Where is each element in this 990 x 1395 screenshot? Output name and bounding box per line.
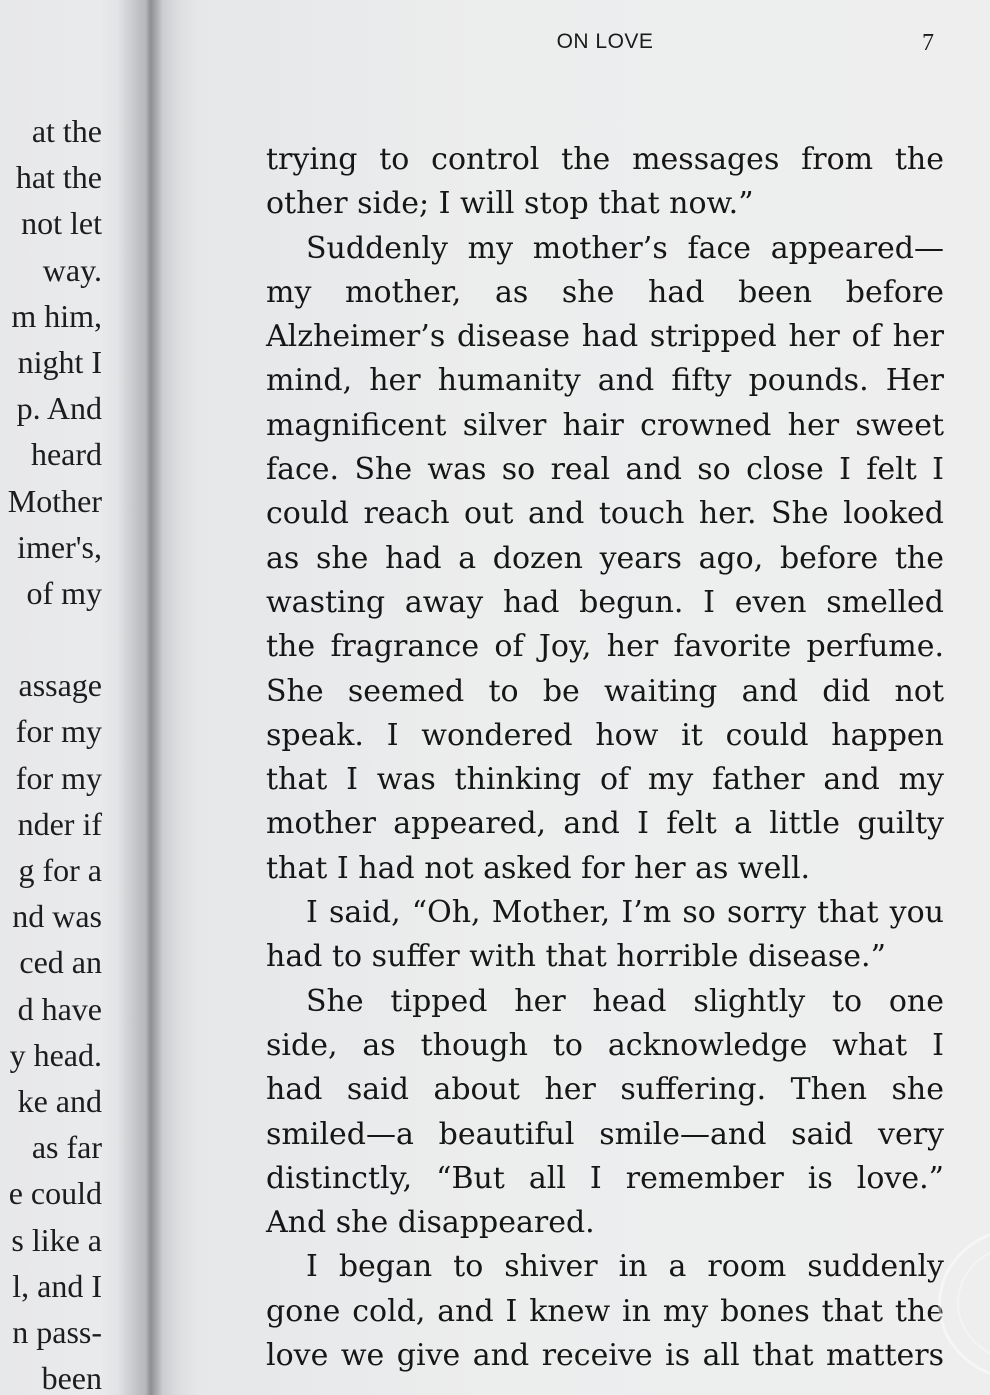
right-page <box>148 0 990 1395</box>
left-page-line: night I <box>17 343 102 380</box>
left-page-line: y head. <box>9 1036 102 1073</box>
body-text-line: And she disappeared. <box>266 1205 595 1241</box>
body-text-line: I said, “Oh, Mother, I’m so sorry that you <box>306 895 944 931</box>
body-text-line: She tipped her head slightly to one <box>306 983 944 1019</box>
body-text-line: trying to control the messages from the <box>266 142 944 177</box>
body-text-line: Alzheimer’s disease had stripped her of her <box>266 319 944 355</box>
left-page-line: g for a <box>18 852 102 888</box>
body-text-line: mother appeared, and I felt a little guilty <box>266 806 944 842</box>
left-page-line: nder if <box>17 805 102 842</box>
body-text-line: had said about her suffering. Then she <box>266 1072 944 1108</box>
left-page-line: of my <box>26 574 102 611</box>
body-text-line: She seemed to be waiting and did not <box>266 673 944 709</box>
left-page-line: heard <box>30 436 102 473</box>
body-text-line: my mother, as she had been before <box>266 274 944 310</box>
body-text-line: wasting away had begun. I even smelled <box>266 584 944 620</box>
body-text-line: Suddenly my mother’s face appeared— <box>306 230 944 266</box>
left-page-line: as far <box>31 1129 102 1166</box>
body-text-line: love we give and receive is all that matters <box>266 1338 944 1374</box>
left-page-line: d have <box>17 990 102 1027</box>
left-page-line: not let <box>21 205 102 242</box>
body-text-line: smiled—a beautiful smile—and said very <box>266 1116 944 1152</box>
left-page-line <box>0 616 102 662</box>
body-text-line: the fragrance of Joy, her favorite perfume. <box>266 629 944 665</box>
body-text-line: face. She was so real and so close I felt I <box>266 452 944 488</box>
left-page-line: l, and I <box>12 1267 102 1304</box>
left-page-line: at the <box>31 113 102 149</box>
body-text-line: distinctly, “But all I remember is love.” <box>266 1160 944 1196</box>
body-text-line: magnificent silver hair crowned her sweet <box>266 407 944 443</box>
body-text-line: speak. I wondered how it could happen <box>266 717 944 753</box>
body-text-line: that I had not asked for her as well. <box>266 850 811 886</box>
left-page-line: m him, <box>11 297 102 334</box>
left-page-line: Mother <box>7 482 102 519</box>
body-text-line: other side; I will stop that now.” <box>266 186 754 222</box>
left-page-text-block <box>0 108 102 1395</box>
body-text-line: mind, her humanity and fifty pounds. Her <box>266 363 944 399</box>
left-page-line: ced an <box>19 944 102 981</box>
body-text-line: that I was thinking of my father and my <box>266 762 944 798</box>
left-page-line: p. And <box>16 390 102 427</box>
body-text-line: side, as though to acknowledge what I <box>266 1027 944 1063</box>
left-page-line: ke and <box>17 1082 102 1119</box>
body-text-block <box>266 138 944 1378</box>
left-page-line: e could <box>8 1175 102 1212</box>
left-page-line: s like a <box>11 1221 102 1258</box>
body-text-line: as she had a dozen years ago, before the <box>266 540 944 576</box>
left-page-line: hat the <box>15 159 102 196</box>
body-text-line: had to suffer with that horrible disease.” <box>266 939 886 975</box>
left-page-line: for my <box>15 713 102 750</box>
left-page-line: assage <box>18 667 102 704</box>
left-page-line: for my <box>15 759 102 796</box>
body-text-line: gone cold, and I knew in my bones that the <box>266 1293 944 1329</box>
left-page-line: nd was <box>12 898 102 935</box>
watermark-stamp <box>938 1226 990 1382</box>
body-text-line: could reach out and touch her. She looked <box>266 496 944 532</box>
body-text-line: I began to shiver in a room suddenly <box>306 1249 944 1285</box>
left-page-line: way. <box>42 251 102 288</box>
left-facing-page <box>0 0 142 1395</box>
left-page-line: imer's, <box>17 528 102 565</box>
left-page-line: been <box>41 1360 102 1395</box>
page-number: 7 <box>922 30 934 56</box>
left-page-line: n pass- <box>12 1313 102 1350</box>
running-head: ON LOVE <box>556 30 654 53</box>
